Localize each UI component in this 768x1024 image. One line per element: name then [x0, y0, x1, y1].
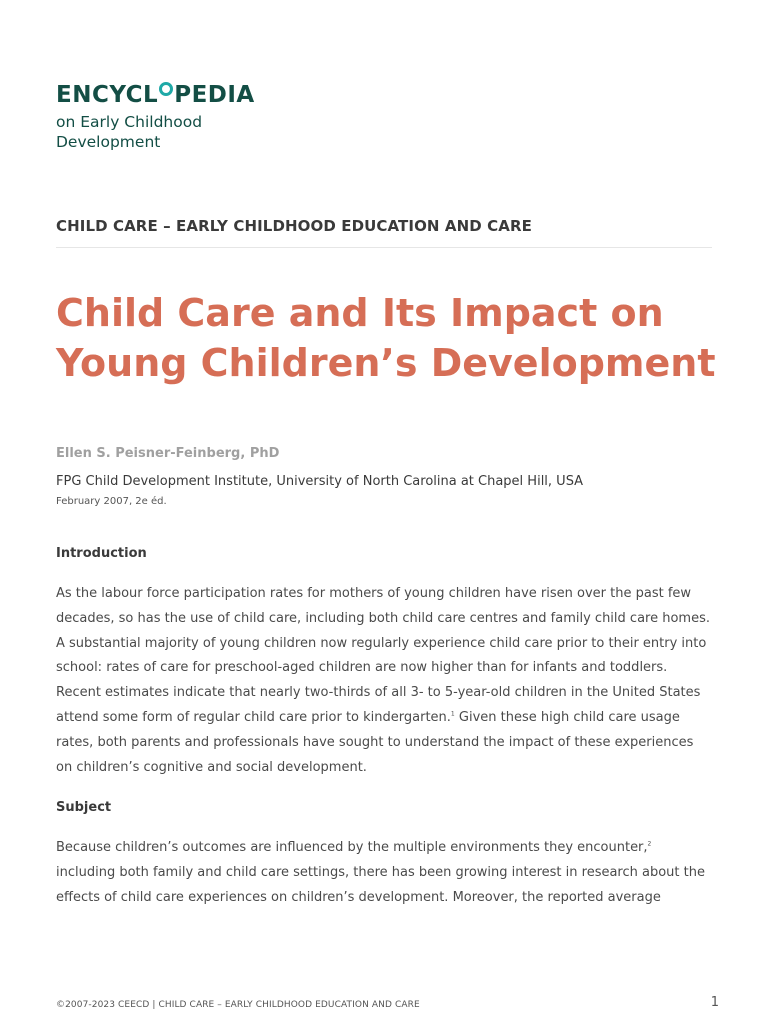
introduction-text-part2: Given these high child care usage rates, both parents and professionals have sought to understand the impact of these experiences on children’s cognitive and social development.	[56, 709, 694, 775]
introduction-text-part1: As the labour force participation rates for mothers of young children have risen over the past few decades, so has the use of child care, including both child care centres and family child care homes. A substantial majority of young children now regularly experience child care prior to their entry into school: rates of care for preschool-aged children are now higher than for infants and toddlers. Recent estimates indicate that nearly two-thirds of all 3- to 5-year-old children in the United States attend some form of regular child care prior to kindergarten.	[56, 586, 710, 725]
page-number: 1	[710, 995, 719, 1010]
reference-2-link[interactable]: 2	[647, 840, 652, 848]
author-affiliation: FPG Child Development Institute, University of North Carolina at Chapel Hill, USA	[56, 474, 584, 489]
introduction-paragraph	[56, 582, 712, 780]
reference-1-link[interactable]: 1	[450, 710, 455, 718]
subject-text-part1: Because children’s outcomes are influenced by the multiple environments they encounter,	[56, 840, 648, 855]
logo-wordmark	[56, 80, 255, 110]
subject-paragraph	[56, 836, 712, 910]
logo-subtitle-line1: on Early Childhood	[56, 113, 203, 131]
logo-word-start: ENCYCL	[56, 82, 159, 108]
section-divider	[56, 247, 712, 248]
encyclopedia-logo[interactable]	[56, 80, 255, 152]
author-name: Ellen S. Peisner-Feinberg, PhD	[56, 446, 280, 461]
section-label: CHILD CARE – EARLY CHILDHOOD EDUCATION AND CARE	[56, 217, 532, 235]
subject-text-part2: including both family and child care settings, there has been growing interest in research about the effects of child care experiences on children’s development. Moreover, the reported average	[56, 864, 705, 905]
logo-word-end: PEDIA	[174, 82, 255, 108]
subject-heading: Subject	[56, 800, 112, 815]
logo-subtitle-line2: Development	[56, 133, 161, 151]
footer-copyright: ©2007-2023 CEECD | CHILD CARE – EARLY CHILDHOOD EDUCATION AND CARE	[56, 1000, 420, 1010]
publication-date: February 2007, 2e éd.	[56, 496, 167, 507]
introduction-heading: Introduction	[56, 546, 147, 561]
logo-ring-icon	[159, 82, 173, 96]
article-title: Child Care and Its Impact on Young Children’s Development	[56, 291, 716, 385]
